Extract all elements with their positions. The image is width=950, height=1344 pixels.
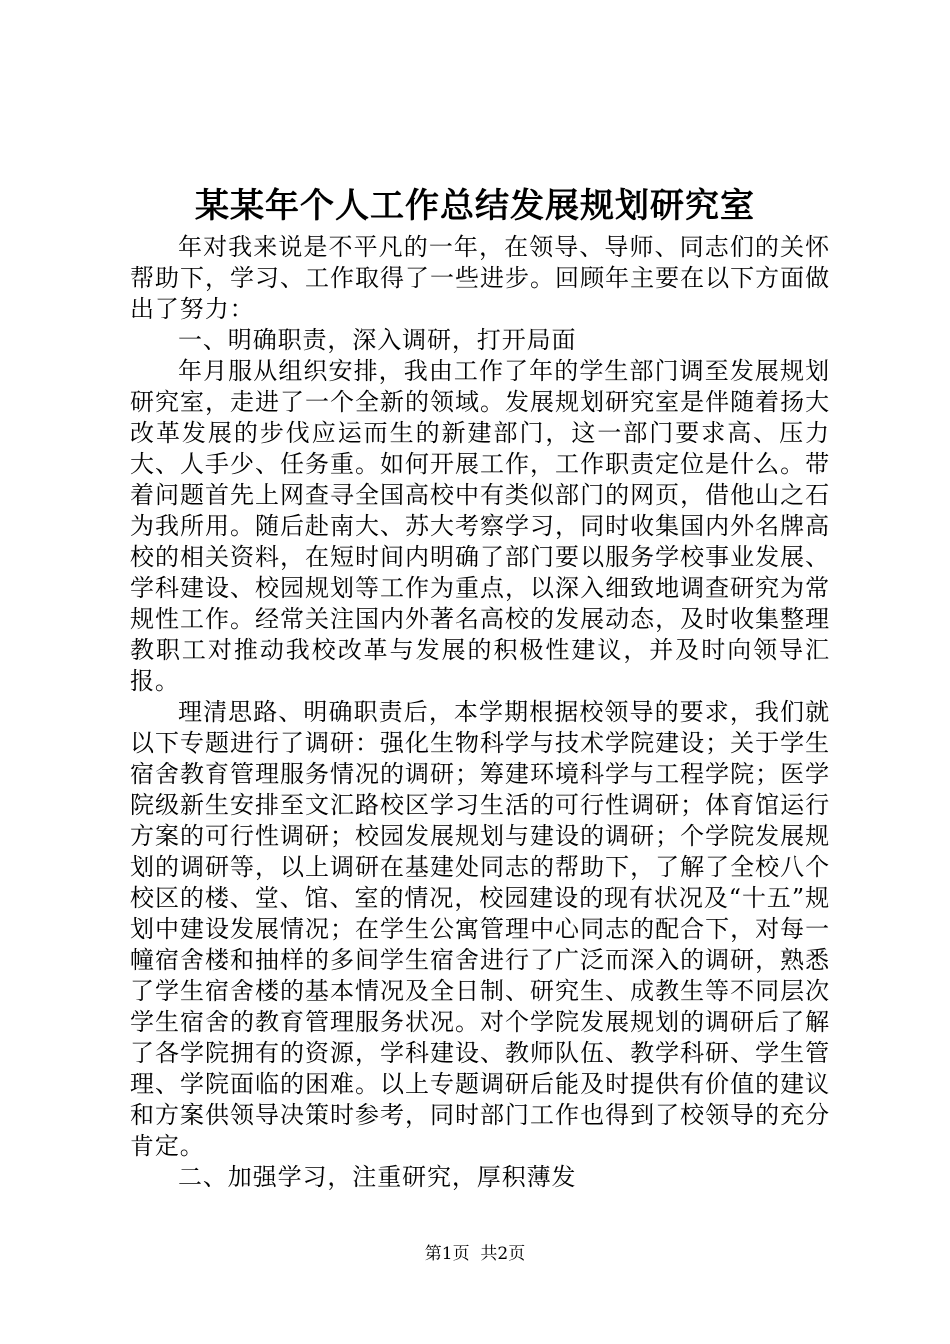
paragraph-section-1: 年月服从组织安排，我由工作了年的学生部门调至发展规划研究室，走进了一个全新的领域。发展规划研究室是伴随着扬大改革发展的步伐应运而生的新建部门，这一部门要求高、压力大、人手少、任务重。如何开展工作，工作职责定位是什么。带着问题首先上网查寻全国高校中有类似部门的网页，借他山之石为我所用。随后赴南大、苏大考察学习，同时收集国内外名牌高校的相关资料，在短时间内明确了部门要以服务学校事业发展、学科建设、校园规划等工作为重点，以深入细致地调查研究为常规性工作。经常关注国内外著名高校的发展动态，及时收集整理教职工对推动我校改革与发展的积极性建议，并及时向领导汇报。 bbox=[130, 357, 830, 695]
paragraph-intro: 年对我来说是不平凡的一年，在领导、导师、同志们的关怀帮助下，学习、工作取得了一些进步。回顾年主要在以下方面做出了努力： bbox=[130, 233, 830, 323]
page-number: 第1页 bbox=[424, 1244, 470, 1264]
page-total: 共2页 bbox=[480, 1244, 526, 1264]
footer-spacer bbox=[470, 1244, 481, 1264]
section-heading-1: 一、明确职责，深入调研，打开局面 bbox=[178, 326, 577, 354]
page-footer bbox=[0, 1243, 950, 1265]
section-heading-2: 二、加强学习，注重研究，厚积薄发 bbox=[178, 1163, 577, 1191]
document-title: 某某年个人工作总结发展规划研究室 bbox=[195, 186, 755, 226]
paragraph-research-topics: 理清思路、明确职责后，本学期根据校领导的要求，我们就以下专题进行了调研：强化生物科学与技术学院建设；关于学生宿舍教育管理服务情况的调研；筹建环境科学与工程学院；医学院级新生安排至文汇路校区学习生活的可行性调研；体育馆运行方案的可行性调研；校园发展规划与建设的调研；个学院发展规划的调研等，以上调研在基建处同志的帮助下，了解了全校八个校区的楼、堂、馆、室的情况，校园建设的现有状况及“十五”规划中建设发展情况；在学生公寓管理中心同志的配合下，对每一幢宿舍楼和抽样的多间学生宿舍进行了广泛而深入的调研，熟悉了学生宿舍楼的基本情况及全日制、研究生、成教生等不同层次学生宿舍的教育管理服务状况。对个学院发展规划的调研后了解了各学院拥有的资源，学科建设、教师队伍、教学科研、学生管理、学院面临的困难。以上专题调研后能及时提供有价值的建议和方案供领导决策时参考，同时部门工作也得到了校领导的充分肯定。 bbox=[130, 698, 830, 1160]
document-body bbox=[130, 232, 830, 1193]
